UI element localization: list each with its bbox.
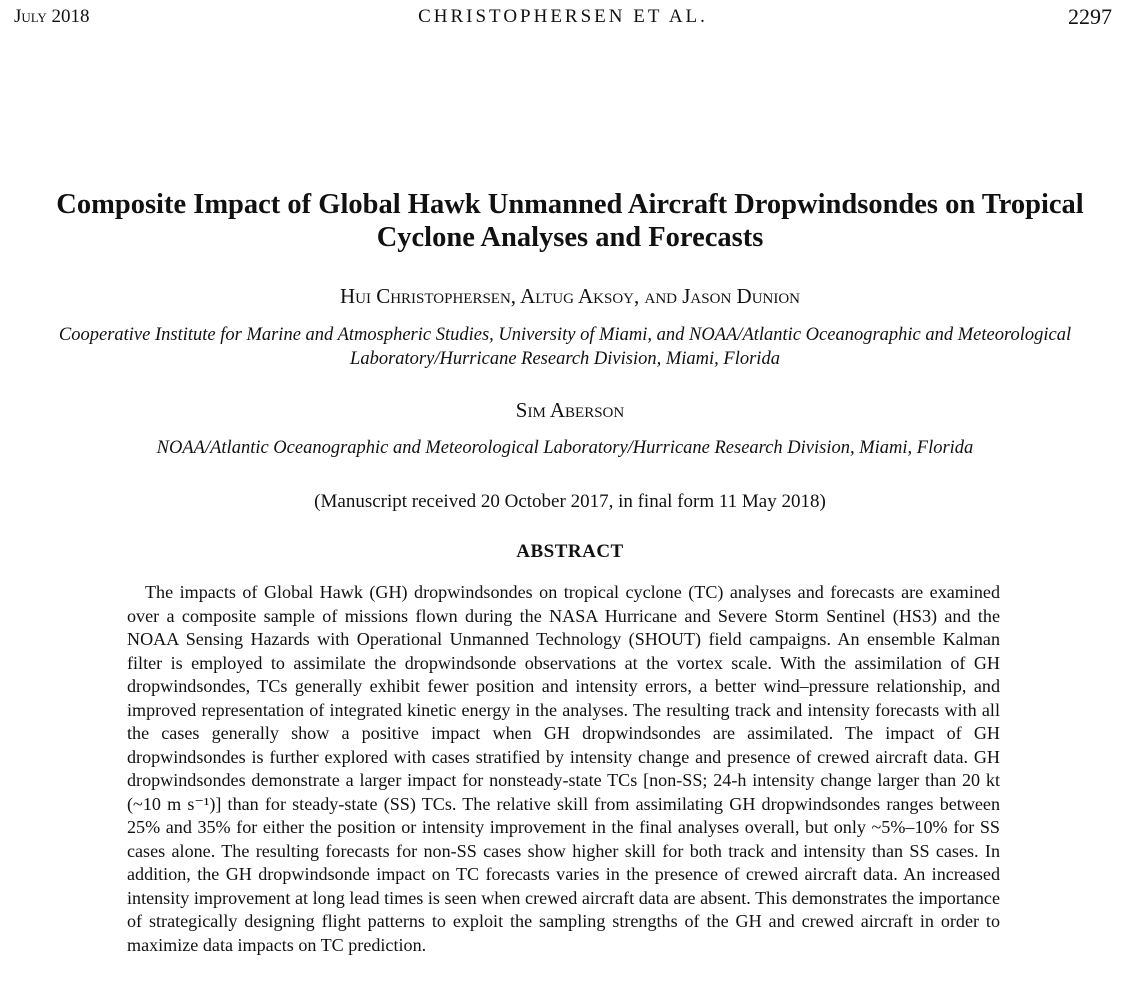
affiliation-secondary: NOAA/Atlantic Oceanographic and Meteorological Laboratory/Hurricane Research Division, Miami, Florida [156,438,974,458]
paper-title: Composite Impact of Global Hawk Unmanned Aircraft Dropwindsondes on Tropical Cyclone Analyses and Forecasts [56,189,1084,253]
abstract-body: The impacts of Global Hawk (GH) dropwindsondes on tropical cyclone (TC) analyses and forecasts are examined over a composite sample of missions flown during the NASA Hurricane and Severe Storm Sentinel (HS3) and the NOAA Sensing Hazards with Operational Unmanned Technology (SHOUT) field campaigns. An ensemble Kalman filter is employed to assimilate the dropwindsonde observations at the vortex scale. With the assimilation of GH dropwindsondes, TCs generally exhibit fewer position and intensity errors, a better wind–pressure relationship, and improved representation of integrated kinetic energy in the analyses. The resulting track and intensity forecasts with all the cases generally show a positive impact when GH dropwindsondes are assimilated. The impact of GH dropwindsondes is further explored with cases stratified by intensity change and presence of crewed aircraft data. GH dropwindsondes demonstrate a larger impact for nonsteady-state TCs [non-SS; 24-h intensity change larger than 20 kt (~10 m s⁻¹)] than for steady-state (SS) TCs. The relative skill from assimilating GH dropwindsondes ranges between 25% and 35% for either the position or intensity improvement in the final analyses overall, but only ~5%–10% for SS cases alone. The resulting forecasts for non-SS cases show higher skill for both track and intensity than SS cases. In addition, the GH dropwindsonde impact on TC forecasts varies in the presence of crewed aircraft data. An increased intensity improvement at long lead times is seen when crewed aircraft data are absent. This demonstrates the importance of strategically designing flight patterns to exploit the sampling strengths of the GH and crewed aircraft in order to maximize data impacts on TC prediction. [127,582,1000,955]
affiliation-primary: Cooperative Institute for Marine and Atmospheric Studies, University of Miami, and NOAA/Atlantic Oceanographic and Meteorological Laboratory/Hurricane Research Division, Miami, Florida [58,325,1072,369]
author-names-secondary: Sim Aberson [515,398,625,422]
page-number: 2297 [1068,4,1112,29]
author-names-primary: Hui Christophersen, Altug Aksoy, and Jason Dunion [339,284,801,308]
manuscript-dates: (Manuscript received 20 October 2017, in final form 11 May 2018) [314,491,826,512]
abstract-heading: ABSTRACT [516,541,624,562]
running-head-authors: CHRISTOPHERSEN ET AL. [418,6,708,27]
issue-date: July 2018 [14,6,90,27]
running-head [14,6,1112,34]
